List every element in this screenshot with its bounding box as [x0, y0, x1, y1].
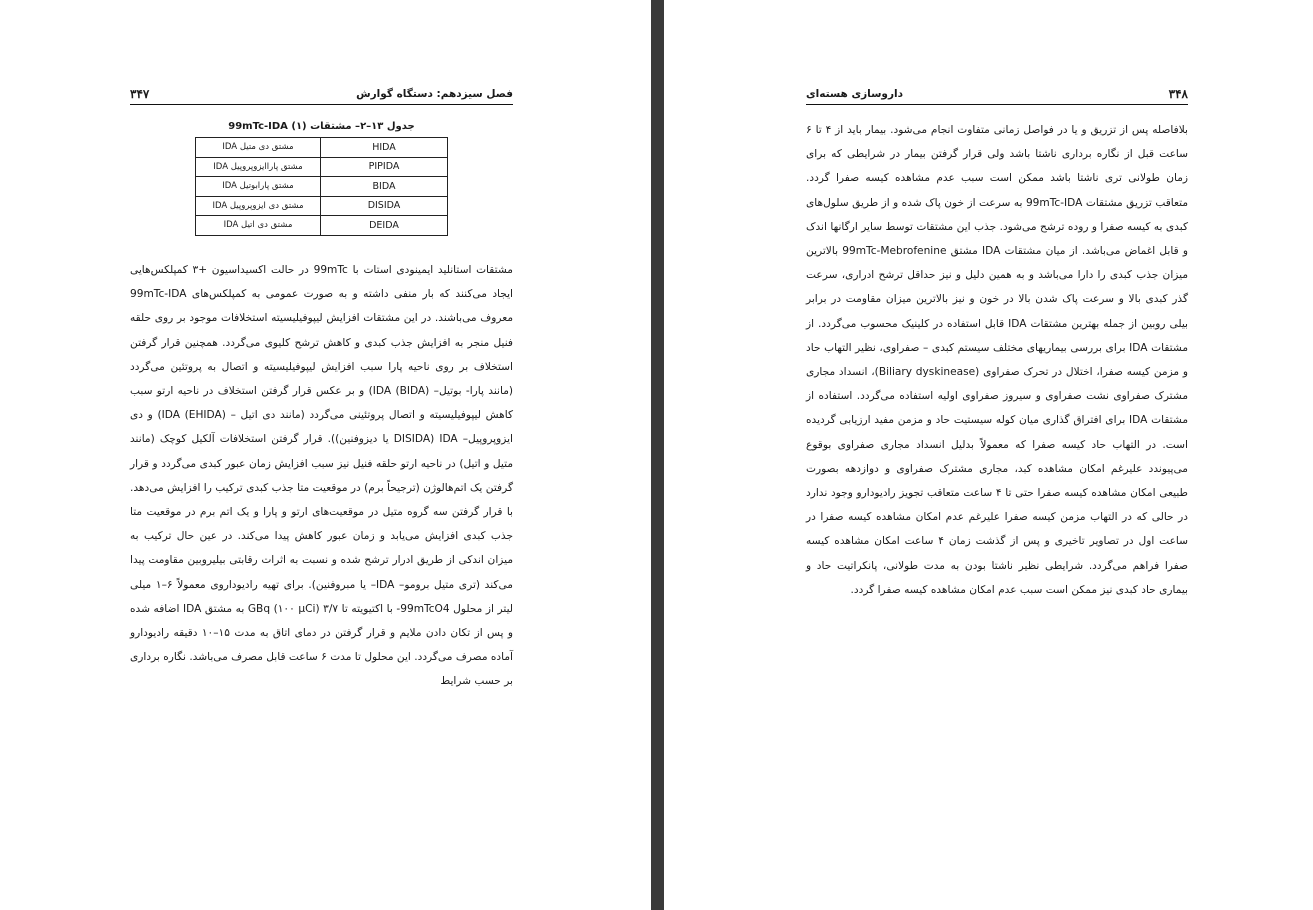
left-page — [0, 0, 651, 910]
table-row — [196, 177, 448, 197]
table-cell-abbreviation: DEIDA — [321, 216, 448, 236]
left-running-head — [130, 84, 513, 104]
right-page-number: ۳۴۸ — [1168, 87, 1188, 101]
table-cell-abbreviation: DISIDA — [321, 196, 448, 216]
ida-derivatives-table — [195, 137, 448, 236]
table-cell-description: مشتق دی اتیل IDA — [196, 216, 321, 236]
left-body-text: مشتقات استانلید ایمینودی استات با 99mTc در حالت اکسیداسیون +۳ کمپلکس‌هایی ایجاد می‌کنند که بار منفی داشته و به صورت عمومی به کمپلکس‌های 99mTc-IDA معروف می‌باشند. در این مشتقات افزایش لیپوفیلیسیته استخلافات موجود بر روی حلقه فنیل منجر به افزایش جذب کبدی و کاهش ترشح کلیوی می‌گردد. همچنین قرار گرفتن استخلاف بر روی ناحیه پارا سبب افزایش لیپوفیلیسیته و اتصال به پروتئین می‌گردد (مانند پارا- بوتیل– IDA (BIDA)) و بر عکس قرار گرفتن استخلاف در ناحیه ارتو سبب کاهش لیپوفیلیسیته و اتصال پروتئینی می‌گردد (مانند دی اتیل – IDA (EHIDA)) و دی ایزوپروپیل– IDA (DISIDA یا دیزوفنین)). قرار گرفتن استخلافات آلکیل کوچک (مانند متیل و اتیل) در ناحیه ارتو حلقه فنیل نیز سبب افزایش زمان عبور کبدی می‌گردد و قرار گرفتن یک اتم‌هالوژن (ترجیحاً برم) در موقعیت متا جذب کبدی ترکیب را افزایش می‌دهد. با قرار گرفتن سه گروه متیل در موقعیت‌های ارتو و پارا و یک اتم برم در موقعیت متا جذب کبدی افزایش می‌یابد و زمان عبور کاهش پیدا می‌کند. در عین حال ترکیب به میزان اندکی از طریق ادرار ترشح شده و نسبت به اثرات رقابتی بیلیروبین مقاومت پیدا می‌کند (تری متیل برومو– IDA– یا مبروفنین). برای تهیه رادیوداروی معمولاً ۶–۱ میلی لیتر از محلول 99mTcO4- با اکتیویته تا ۳/۷ GBq (۱۰۰ µCi) به مشتق IDA اضافه شده و پس از تکان دادن ملایم و قرار گرفتن در دمای اتاق به مدت ۱۵–۱۰ دقیقه رادیودارو آماده مصرف می‌گردد. این محلول تا مدت ۶ ساعت قابل مصرف می‌باشد. نگاره برداری بر حسب شرایط — [130, 264, 514, 688]
table-row — [196, 157, 448, 177]
table-cell-description: مشتق پارابوتیل IDA — [196, 177, 321, 197]
right-header-title: داروسازی هسته‌ای — [806, 88, 903, 100]
table-row — [196, 196, 448, 216]
table-caption: جدول ۱۳–۲– مشتقات 99mTc-IDA (۱) — [228, 121, 415, 132]
left-header-title: فصل سیزدهم: دستگاه گوارش — [356, 88, 513, 100]
table-cell-description: مشتق دی ایزوپروپیل IDA — [196, 196, 321, 216]
right-page — [664, 0, 1313, 910]
right-header-rule — [806, 104, 1188, 105]
table-cell-abbreviation: HIDA — [321, 138, 448, 158]
table-cell-description: مشتق پاراایزوپروپیل IDA — [196, 157, 321, 177]
table-cell-description: مشتق دی متیل IDA — [196, 138, 321, 158]
table-row — [196, 216, 448, 236]
left-header-rule — [130, 104, 513, 105]
left-page-number: ۳۴۷ — [130, 87, 150, 101]
table-cell-abbreviation: BIDA — [321, 177, 448, 197]
table-row — [196, 138, 448, 158]
right-body-text: بلافاصله پس از تزریق و یا در فواصل زمانی متفاوت انجام می‌شود. بیمار باید از ۴ تا ۶ ساعت قبل از نگاره برداری ناشتا باشد ولی قرار گرفتن بیمار در شرایطی که برای زمان طولانی تری ناشتا باشد ممکن است سبب عدم مشاهده کیسه صفرا گردد. متعاقب تزریق مشتقات 99mTc-IDA به سرعت از خون پاک شده و از طریق سلول‌های کبدی به کیسه صفرا و روده ترشح می‌شود. جذب این مشتقات توسط سایر ارگانها اندک و قابل اغماض می‌باشد. از میان مشتقات IDA مشتق 99mTc-Mebrofenine بالاترین میزان جذب کبدی را دارا می‌باشد و به همین دلیل و نیز حداقل ترشح ادراری، سرعت گذر کبدی بالا و سرعت پاک شدن بالا در خون و نیز بالاترین میزان مقاومت در برابر بیلی روبین از جمله بهترین مشتقات IDA قابل استفاده در کلینیک محسوب می‌گردد. از مشتقات IDA برای بررسی بیماریهای مختلف سیستم کبدی – صفراوی، نظیر التهاب حاد و مزمن کیسه صفرا، اختلال در تحرک صفراوی (Biliary dyskinease)، انسداد مجاری مشترک صفراوی نشت صفراوی و سیروز صفراوی اولیه استفاده می‌گردد. استفاده از مشتقات IDA برای افتراق گذاری میان کوله سیستیت حاد و مزمن مفید ارزیابی گردیده است. در التهاب حاد کیسه صفرا که معمولاً بدلیل انسداد مجاری صفراوی بوقوع می‌پیوندد علیرغم امکان مشاهده کبد، مجاری مشترک صفراوی و دوازدهه بصورت طبیعی امکان مشاهده کیسه صفرا حتی تا ۴ ساعت متعاقب تجویز رادیودارو وجود ندارد در حالی که در التهاب مزمن کیسه صفرا علیرغم عدم امکان مشاهده کیسه صفرا در ساعت اول در تصاویر تاخیری و پس از گذشت زمان ۴ ساعت امکان مشاهده کیسه صفرا فراهم می‌گردد. شرایطی نظیر ناشتا بودن به مدت طولانی، پانکراتیت حاد و بیماری حاد کبدی نیز ممکن است سبب عدم امکان مشاهده کیسه صفرا گردد. — [806, 124, 1189, 596]
table-cell-abbreviation: PIPIDA — [321, 157, 448, 177]
book-spine — [651, 0, 664, 910]
right-running-head — [806, 84, 1188, 104]
